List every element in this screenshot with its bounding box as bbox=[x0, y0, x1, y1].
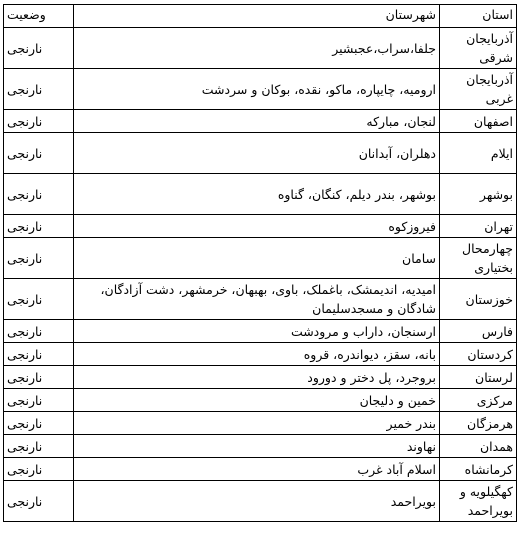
table-header-row bbox=[4, 5, 517, 28]
table-row bbox=[4, 320, 517, 343]
province-cell: مرکزی bbox=[440, 389, 517, 412]
status-cell: نارنجی bbox=[4, 435, 74, 458]
status-cell: نارنجی bbox=[4, 133, 74, 174]
province-cell: آذربایجان شرقی bbox=[440, 28, 517, 69]
header-cities: شهرستان bbox=[74, 5, 440, 28]
province-cell: کردستان bbox=[440, 343, 517, 366]
status-table bbox=[3, 4, 517, 522]
header-province: استان bbox=[440, 5, 517, 28]
province-cell: هرمزگان bbox=[440, 412, 517, 435]
cities-cell: سامان bbox=[74, 238, 440, 279]
province-cell: کهگیلویه و بویراحمد bbox=[440, 481, 517, 522]
province-cell: چهارمحال بختیاری bbox=[440, 238, 517, 279]
province-cell: تهران bbox=[440, 215, 517, 238]
table-row bbox=[4, 110, 517, 133]
cities-cell: امیدیه، اندیمشک، باغملک، باوی، بهبهان، خرمشهر، دشت آزادگان، شادگان و مسجدسلیمان bbox=[74, 279, 440, 320]
status-cell: نارنجی bbox=[4, 28, 74, 69]
table-row bbox=[4, 133, 517, 174]
status-cell: نارنجی bbox=[4, 412, 74, 435]
status-cell: نارنجی bbox=[4, 174, 74, 215]
status-cell: نارنجی bbox=[4, 69, 74, 110]
status-cell: نارنجی bbox=[4, 481, 74, 522]
status-cell: نارنجی bbox=[4, 366, 74, 389]
cities-cell: دهلران، آبدانان bbox=[74, 133, 440, 174]
cities-cell: ارسنجان، داراب و مرودشت bbox=[74, 320, 440, 343]
cities-cell: بندر خمیر bbox=[74, 412, 440, 435]
status-cell: نارنجی bbox=[4, 215, 74, 238]
cities-cell: نهاوند bbox=[74, 435, 440, 458]
cities-cell: اسلام آباد غرب bbox=[74, 458, 440, 481]
province-cell: اصفهان bbox=[440, 110, 517, 133]
province-cell: ایلام bbox=[440, 133, 517, 174]
status-cell: نارنجی bbox=[4, 320, 74, 343]
status-cell: نارنجی bbox=[4, 110, 74, 133]
table-row bbox=[4, 343, 517, 366]
province-cell: بوشهر bbox=[440, 174, 517, 215]
cities-cell: خمین و دلیجان bbox=[74, 389, 440, 412]
table-row bbox=[4, 435, 517, 458]
province-cell: فارس bbox=[440, 320, 517, 343]
cities-cell: لنجان، مبارکه bbox=[74, 110, 440, 133]
status-cell: نارنجی bbox=[4, 389, 74, 412]
province-cell: آذربایجان غربی bbox=[440, 69, 517, 110]
province-cell: خوزستان bbox=[440, 279, 517, 320]
cities-cell: بوشهر، بندر دیلم، کنگان، گناوه bbox=[74, 174, 440, 215]
cities-cell: فیروزکوه bbox=[74, 215, 440, 238]
cities-cell: بویراحمد bbox=[74, 481, 440, 522]
table-row bbox=[4, 69, 517, 110]
cities-cell: بانه، سقز، دیواندره، قروه bbox=[74, 343, 440, 366]
table-row bbox=[4, 481, 517, 522]
province-cell: کرمانشاه bbox=[440, 458, 517, 481]
status-cell: نارنجی bbox=[4, 458, 74, 481]
table-row bbox=[4, 412, 517, 435]
table-row bbox=[4, 366, 517, 389]
table-row bbox=[4, 389, 517, 412]
status-cell: نارنجی bbox=[4, 238, 74, 279]
table-row bbox=[4, 279, 517, 320]
province-cell: همدان bbox=[440, 435, 517, 458]
province-cell: لرستان bbox=[440, 366, 517, 389]
cities-cell: بروجرد، پل دختر و دورود bbox=[74, 366, 440, 389]
cities-cell: جلفا،سراب،عجبشیر bbox=[74, 28, 440, 69]
cities-cell: ارومیه، چایپاره، ماکو، نقده، بوکان و سردشت bbox=[74, 69, 440, 110]
table-row bbox=[4, 215, 517, 238]
status-cell: نارنجی bbox=[4, 343, 74, 366]
table-row bbox=[4, 458, 517, 481]
table-row bbox=[4, 28, 517, 69]
header-status: وضعیت bbox=[4, 5, 74, 28]
table-row bbox=[4, 174, 517, 215]
status-cell: نارنجی bbox=[4, 279, 74, 320]
table-row bbox=[4, 238, 517, 279]
